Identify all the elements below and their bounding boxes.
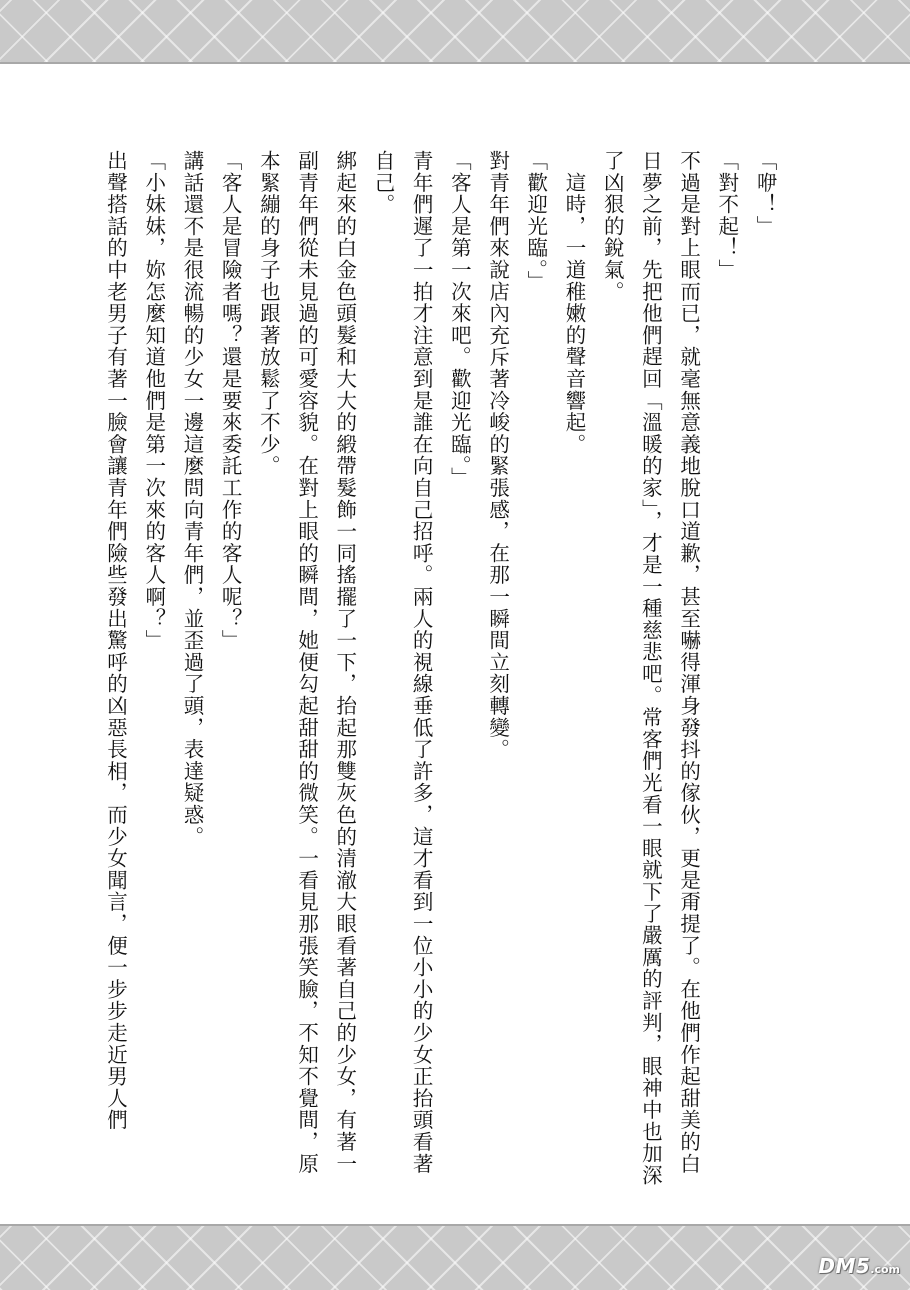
narration-paragraph: 綁起來的白金色頭髮和大大的緞帶髮飾一同搖擺了一下，抬起那雙灰色的清澈大眼看著自己的少女，有著一副青年們從未見過的可愛容貌。在對上眼的瞬間，她便勾起甜甜的微笑。一看見那張笑臉，不知不覺間，原本緊繃的身子也跟著放鬆了不少。 xyxy=(256,150,357,1175)
dialogue-line: 「對不起！」 xyxy=(714,150,739,281)
site-watermark-logo xyxy=(818,1254,900,1278)
watermark-sub: .com xyxy=(870,1263,900,1276)
narration-paragraph: 青年們遲了一拍才注意到是誰在向自己招呼。兩人的視線垂低了許多，這才看到一位小小的少女正抬頭看著自己。 xyxy=(370,150,434,1175)
narration-paragraph: 講話還不是很流暢的少女一邊這麼問向青年們，並歪過了頭，表達疑惑。 xyxy=(179,150,204,848)
narration-paragraph: 不過是對上眼而已，就毫無意義地脫口道歉，甚至嚇得渾身發抖的傢伙，更是甭提了。在他們作起甜美的白日夢之前，先把他們趕回「溫暖的家」，才是一種慈悲吧。常客們光看一眼就下了嚴厲的評判，眼神中也加深了凶狠的銳氣。 xyxy=(600,150,701,1187)
decorative-top-border xyxy=(0,0,910,64)
dialogue-line: 「小妹妹，妳怎麼知道他們是第一次來的客人啊？」 xyxy=(141,150,166,652)
watermark-main: DM5 xyxy=(818,1254,871,1278)
dialogue-line: 「歡迎光臨。」 xyxy=(523,150,548,293)
dialogue-line: 「咿！」 xyxy=(753,150,777,238)
dialogue-line: 「客人是冒險者嗎？還是要來委託工作的客人呢？」 xyxy=(218,150,243,652)
vertical-text-body xyxy=(103,150,784,1190)
narration-paragraph: 這時，一道稚嫩的聲音響起。 xyxy=(561,150,586,456)
dialogue-line: 「客人是第一次來吧。歡迎光臨。」 xyxy=(447,150,472,489)
narration-paragraph: 出聲搭話的中老男子有著一臉會讓青年們險些發出驚呼的凶惡長相，而少女聞言，便一步步走近男人們 xyxy=(103,150,128,1131)
decorative-bottom-border xyxy=(0,1224,910,1290)
narration-paragraph: 對青年們來說店內充斥著冷峻的緊張感，在那一瞬間立刻轉變。 xyxy=(485,150,510,761)
